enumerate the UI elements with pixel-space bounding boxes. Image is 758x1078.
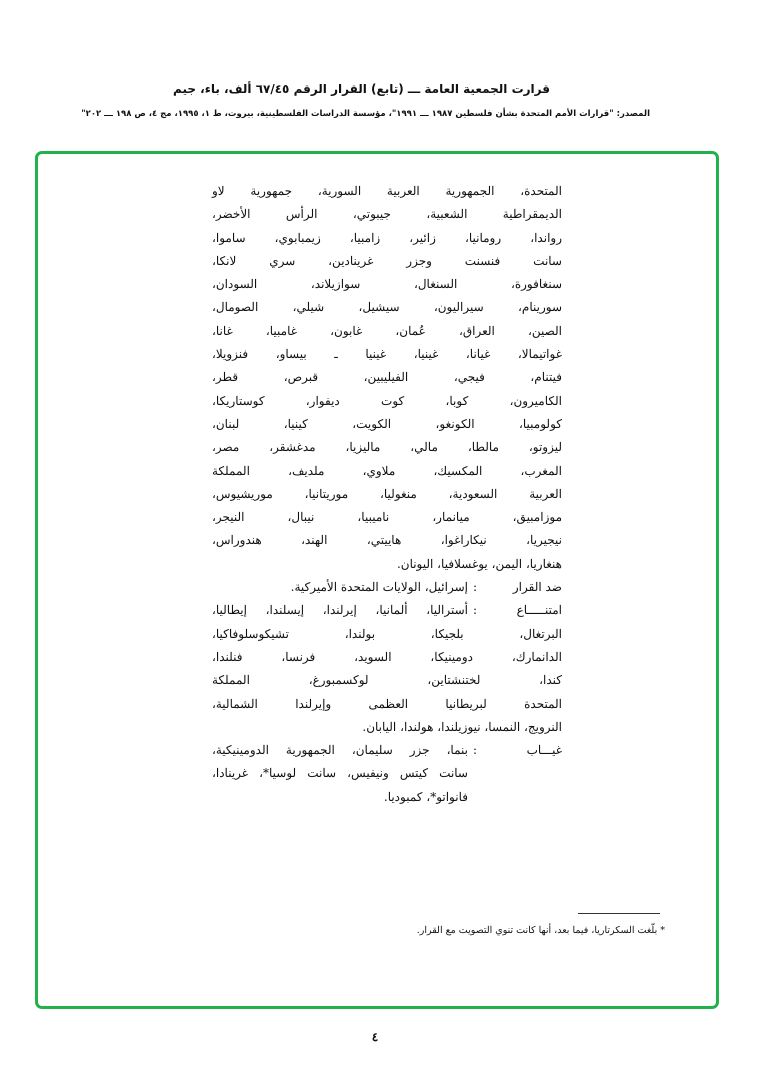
list-line: هنغاريا، اليمن، يوغسلافيا، اليونان.	[396, 556, 562, 571]
list-line: الدانمارك، دومينيكا، السويد، فرنسا، فنلندا،	[212, 649, 562, 664]
against-colon: :	[472, 580, 478, 595]
footnote-rule	[578, 913, 660, 914]
list-line: كولومبيا، الكونغو، الكويت، كينيا، لبنان،	[212, 416, 562, 431]
list-line: فانواتو*، كمبوديا.	[383, 789, 468, 804]
list-line: العربية السعودية، منغوليا، موريتانيا، موريشيوس،	[212, 486, 562, 501]
absent-entry	[212, 739, 562, 762]
list-line: المغرب، المكسيك، ملاوي، ملديف، المملكة	[212, 463, 562, 478]
list-line: المتحدة، الجمهورية العربية السورية، جمهورية لاو	[212, 184, 562, 198]
list-line: كندا، لختنشتاين، لوكسمبورغ، المملكة	[212, 673, 562, 688]
list-line: الصين، العراق، عُمان، غابون، غامبيا، غانا،	[212, 323, 562, 338]
vote-column	[212, 180, 562, 809]
against-text: إسرائيل، الولايات المتحدة الأميركية.	[290, 580, 468, 595]
abstain-label: امتنـــــاع	[516, 603, 562, 618]
list-line: ليزوتو، مالطا، مالي، ماليزيا، مدغشقر، مصر،	[212, 440, 562, 455]
against-label: ضد القرار	[512, 580, 562, 595]
list-line: نيجيريا، نيكاراغوا، هاييتي، الهند، هندوراس،	[212, 533, 562, 548]
absent-label: غيـــاب	[526, 743, 562, 758]
footnote: * بلّغت السكرتاريا، فيما بعد، أنها كانت تنوي التصويت مع القرار.	[416, 925, 665, 936]
list-line: موزامبيق، ميانمار، ناميبيا، نيبال، النيجر،	[212, 510, 562, 525]
list-line: غواتيمالا، غيانا، غينيا، غينيا ـ بيساو، فنزويلا،	[212, 347, 562, 362]
absent-colon: :	[472, 743, 478, 758]
absent-first-line: بنما، جزر سليمان، الجمهورية الدومينيكية،	[212, 743, 468, 758]
header-source: المصدر: "قرارات الأمم المتحدة بشأن فلسطين ١٩٨٧ ـــ ١٩٩١"، مؤسسة الدراسات الفلسطينية، بيروت، ط ١، ١٩٩٥، مج ٤، ص ١٩٨ ـــ ٢٠٢"	[81, 109, 650, 119]
header-title: قرارت الجمعية العامة ـــ (تابع) القرار الرقم ٦٧/٤٥ ألف، باء، جيم	[173, 82, 550, 96]
list-line: فيتنام، فيجي، الفيليبين، قبرص، قطر،	[212, 370, 562, 385]
list-line: المتحدة لبريطانيا العظمى وإيرلندا الشمالية،	[212, 696, 562, 711]
abstain-entry	[212, 599, 562, 622]
abstain-first-line: أستراليا، ألمانيا، إيرلندا، إيسلندا، إيطاليا،	[212, 603, 468, 618]
list-line: الكاميرون، كوبا، كوت ديفوار، كوستاريكا،	[212, 393, 562, 408]
list-line: رواندا، رومانيا، زائير، زامبيا، زيمبابوي، ساموا،	[212, 230, 562, 245]
list-line: النرويج، النمسا، نيوزيلندا، هولندا، اليابان.	[362, 719, 562, 734]
against-entry	[212, 576, 562, 599]
list-line: البرتغال، بلجيكا، بولندا، تشيكوسلوفاكيا،	[212, 626, 562, 641]
absent-continuation	[212, 762, 468, 809]
page-number: ٤	[371, 1030, 379, 1044]
list-line: سورينام، سيراليون، سيشيل، شيلي، الصومال،	[212, 300, 562, 315]
abstain-colon: :	[472, 603, 478, 618]
list-line: الديمقراطية الشعبية، جيبوتي، الرأس الأخضر،	[212, 207, 562, 222]
list-line: سنغافورة، السنغال، سوازيلاند، السودان،	[212, 277, 562, 292]
in-favour-list	[212, 180, 562, 576]
list-line: سانت كيتس ونيفيس، سانت لوسيا*، غرينادا،	[212, 766, 468, 781]
list-line: سانت فنسنت وجزر غرينادين، سري لانكا،	[212, 253, 562, 268]
